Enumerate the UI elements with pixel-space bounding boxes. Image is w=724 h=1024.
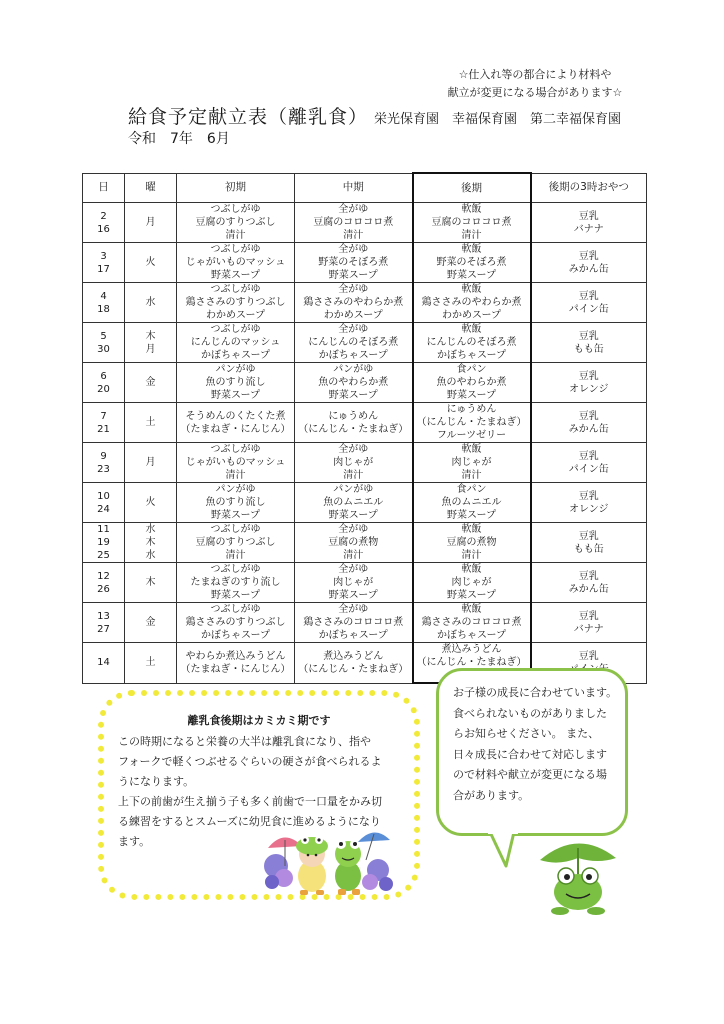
cell-snack-line: パイン缶: [568, 463, 609, 475]
cell-middle-line: 全がゆ: [338, 564, 369, 575]
cell-weekday-line: 木: [145, 537, 156, 548]
cell-day-line: 10: [97, 490, 110, 502]
info-line: る練習をするとスムーズに幼児食に進めるようになり: [118, 815, 381, 828]
cell-late: [413, 603, 531, 643]
cell-early-line: つぶしがゆ: [210, 444, 261, 455]
cell-middle-line: かぼちゃスープ: [318, 350, 388, 361]
info-line: この時期になると栄養の大半は離乳食になり、指や: [118, 735, 371, 748]
cell-middle-line: 清汁: [343, 230, 364, 241]
header-middle: 中期: [295, 173, 413, 203]
cell-weekday: [125, 443, 177, 483]
cell-snack-line: みかん缶: [568, 263, 609, 275]
cell-late-line: 軟飯: [461, 444, 482, 455]
cell-day-line: 9: [100, 450, 107, 462]
cell-late-line: にゅうめん: [446, 404, 497, 415]
bubble-line: 合があります。: [453, 788, 530, 802]
cell-weekday-line: 水: [145, 550, 156, 561]
cell-middle-line: 煮込みうどん: [323, 650, 384, 662]
cell-middle-line: （にんじん・たまねぎ）: [298, 663, 409, 675]
date-month: 6月: [206, 131, 230, 147]
cell-late: [413, 323, 531, 363]
header-late: 後期: [413, 173, 531, 203]
cell-late-line: フルーツゼリー: [436, 430, 507, 441]
bubble-line: ので材料や献立が変更になる場: [453, 768, 607, 781]
cell-middle-line: （にんじん・たまねぎ）: [298, 423, 409, 435]
cell-early-line: 魚のすり流し: [205, 497, 266, 508]
cell-middle-line: わかめスープ: [323, 310, 383, 321]
cell-middle-line: 清汁: [343, 550, 364, 561]
table-row: [83, 203, 647, 243]
cell-late-line: 清汁: [461, 230, 482, 241]
cell-snack: [531, 323, 647, 363]
cell-early-line: つぶしがゆ: [210, 564, 261, 575]
cell-late-line: 野菜スープ: [447, 510, 496, 521]
cell-late: [413, 283, 531, 323]
cell-late-line: 清汁: [461, 470, 482, 481]
cell-early-line: じゃがいものマッシュ: [185, 457, 286, 468]
cell-day-line: 20: [97, 383, 110, 395]
cell-day-line: 3: [100, 250, 107, 262]
cell-late: [413, 563, 531, 603]
cell-late: [413, 403, 531, 443]
cell-early-line: かぼちゃスープ: [201, 630, 270, 641]
cell-early-line: つぶしがゆ: [210, 324, 261, 335]
cell-snack: [531, 363, 647, 403]
cell-middle-line: 全がゆ: [338, 284, 369, 295]
cell-snack: [531, 523, 647, 563]
cell-snack-line: 豆乳: [578, 370, 599, 382]
table-row: [83, 283, 647, 323]
cell-weekday: [125, 403, 177, 443]
cell-snack-line: もも缶: [573, 543, 604, 555]
menu-date: [128, 128, 244, 148]
cell-day-line: 5: [100, 330, 107, 342]
cell-weekday: [125, 483, 177, 523]
cell-weekday-line: 月: [145, 217, 156, 228]
cell-early-line: つぶしがゆ: [210, 204, 261, 215]
cell-middle-line: 野菜スープ: [328, 390, 378, 401]
cell-snack-line: 豆乳: [578, 570, 599, 582]
cell-day: [83, 203, 125, 243]
cell-day-line: 25: [97, 550, 110, 561]
cell-middle-line: 魚のやわらか煮: [318, 377, 389, 388]
cell-early: [177, 643, 295, 684]
cell-day-line: 4: [100, 290, 107, 302]
cell-day-line: 2: [100, 210, 107, 222]
cell-weekday: [125, 603, 177, 643]
cell-weekday: [125, 323, 177, 363]
cell-middle-line: 全がゆ: [338, 604, 369, 615]
cell-early-line: 清汁: [225, 550, 246, 561]
speech-bubble: [436, 668, 628, 836]
header-day: 日: [83, 173, 125, 203]
cell-snack: [531, 603, 647, 643]
page-title-row: [128, 102, 621, 129]
header-weekday: 曜: [125, 173, 177, 203]
cell-early: [177, 603, 295, 643]
table-row: [83, 483, 647, 523]
cell-weekday-line: 月: [145, 457, 156, 468]
cell-late: [413, 443, 531, 483]
cell-late-line: 肉じゃが: [451, 577, 492, 588]
cell-snack-line: みかん缶: [568, 583, 609, 595]
table-row: [83, 363, 647, 403]
cell-middle-line: かぼちゃスープ: [318, 630, 388, 641]
cell-late-line: かぼちゃスープ: [437, 630, 506, 641]
cell-late: [413, 523, 531, 563]
cell-snack-line: もも缶: [573, 343, 604, 355]
cell-early-line: （たまねぎ・にんじん）: [180, 423, 291, 435]
cell-weekday-line: 金: [145, 377, 156, 388]
cell-snack-line: バナナ: [573, 623, 604, 635]
cell-weekday-line: 土: [145, 657, 156, 669]
bubble-line: 食べられないものがありました: [453, 706, 607, 720]
cell-early-line: じゃがいものマッシュ: [185, 257, 286, 268]
cell-late: [413, 363, 531, 403]
table-row: [83, 563, 647, 603]
cell-early-line: 清汁: [225, 470, 246, 481]
cell-late-line: 煮込みうどん: [441, 644, 502, 655]
cell-day: [83, 643, 125, 684]
cell-middle-line: パンがゆ: [333, 484, 374, 495]
cell-early: [177, 483, 295, 523]
header-snack: 後期の3時おやつ: [531, 173, 647, 203]
cell-weekday-line: 水: [145, 524, 156, 535]
cell-early-line: つぶしがゆ: [210, 284, 261, 295]
info-line: 上下の前歯が生え揃う子も多く前歯で一口量をかみ切: [118, 795, 382, 808]
notice: [430, 66, 640, 102]
table-row: [83, 323, 647, 363]
cell-late-line: 肉じゃが: [451, 457, 492, 468]
cell-early-line: パンがゆ: [215, 484, 256, 495]
cell-middle-line: 全がゆ: [338, 324, 369, 335]
cell-late: [413, 243, 531, 283]
cell-snack: [531, 243, 647, 283]
cell-day-line: 23: [97, 463, 110, 475]
cell-snack-line: 豆乳: [578, 530, 599, 542]
cell-day-line: 7: [100, 410, 107, 422]
cell-early-line: 鶏ささみのすりつぶし: [185, 297, 286, 308]
cell-weekday: [125, 203, 177, 243]
cell-early-line: つぶしがゆ: [210, 604, 261, 615]
bubble-tail-icon: [486, 830, 526, 870]
info-line: ます。: [118, 835, 151, 848]
bubble-line: 日々成長に合わせて対応します: [453, 747, 607, 761]
cell-early: [177, 523, 295, 563]
cell-snack-line: バナナ: [573, 223, 604, 235]
frog-leaf-umbrella-icon: [536, 836, 620, 916]
cell-early-line: （たまねぎ・にんじん）: [180, 663, 291, 675]
cell-day-line: 19: [97, 537, 110, 548]
cell-middle-line: 全がゆ: [338, 524, 369, 535]
cell-middle-line: 豆腐のコロコロ煮: [313, 217, 394, 228]
cell-day-line: 17: [97, 263, 110, 275]
cell-late-line: 軟飯: [461, 204, 482, 215]
cell-weekday-line: 木: [145, 577, 156, 588]
cell-snack: [531, 203, 647, 243]
date-era: 令和: [128, 131, 156, 147]
cell-day: [83, 243, 125, 283]
cell-weekday: [125, 563, 177, 603]
cell-day-line: 14: [97, 657, 110, 669]
cell-middle: [295, 203, 413, 243]
cell-day-line: 27: [97, 623, 110, 635]
cell-snack-line: 豆乳: [578, 290, 599, 302]
notice-line-2: 献立が変更になる場合があります☆: [447, 86, 623, 99]
notice-line-1: ☆仕入れ等の都合により材料や: [458, 68, 612, 81]
cell-day: [83, 403, 125, 443]
table-row: [83, 523, 647, 563]
cell-early-line: 清汁: [225, 230, 246, 241]
cell-late-line: 魚のやわらか煮: [436, 377, 507, 388]
cell-late-line: 清汁: [461, 550, 482, 561]
cell-weekday: [125, 283, 177, 323]
table-row: [83, 603, 647, 643]
cell-snack: [531, 443, 647, 483]
cell-snack-line: パイン缶: [568, 303, 609, 315]
cell-middle: [295, 523, 413, 563]
cell-late-line: 豆腐の煮物: [446, 537, 497, 548]
cell-early-line: つぶしがゆ: [210, 244, 261, 255]
cell-late-line: にんじんのそぼろ煮: [426, 337, 517, 348]
cell-snack: [531, 563, 647, 603]
cell-middle-line: 清汁: [343, 470, 364, 481]
cell-middle-line: にんじんのそぼろ煮: [308, 337, 399, 348]
cell-late-line: 鶏ささみのやわらか煮: [421, 297, 522, 308]
cell-early: [177, 403, 295, 443]
table-header-row: [83, 173, 647, 203]
cell-middle-line: パンがゆ: [333, 364, 374, 375]
cell-middle-line: 野菜のそぼろ煮: [318, 257, 389, 268]
cell-early: [177, 323, 295, 363]
bubble-line: らお知らせください。 また、: [453, 727, 600, 740]
cell-day-line: 30: [97, 343, 110, 355]
school-names: 栄光保育園 幸福保育園 第二幸福保育園: [374, 112, 622, 127]
table-row: [83, 243, 647, 283]
cell-middle: [295, 323, 413, 363]
cell-snack-line: 豆乳: [578, 650, 599, 662]
cell-day-line: 11: [97, 524, 110, 535]
info-heading: 離乳食後期はカミカミ期です: [187, 714, 331, 727]
cell-early-line: 魚のすり流し: [205, 377, 266, 388]
cell-late-line: かぼちゃスープ: [437, 350, 506, 361]
cell-middle-line: 野菜スープ: [328, 510, 378, 521]
cell-snack: [531, 283, 647, 323]
cell-early: [177, 443, 295, 483]
cell-early-line: 野菜スープ: [211, 590, 260, 601]
cell-day: [83, 603, 125, 643]
cell-weekday: [125, 243, 177, 283]
cell-late-line: 軟飯: [461, 604, 482, 615]
cell-middle-line: 全がゆ: [338, 204, 369, 215]
cell-late-line: 軟飯: [461, 524, 482, 535]
cell-weekday-line: 月: [145, 343, 156, 355]
cell-middle: [295, 443, 413, 483]
table-row: [83, 403, 647, 443]
cell-middle-line: 野菜スープ: [328, 270, 378, 281]
cell-middle-line: 鶏ささみのコロコロ煮: [303, 617, 404, 628]
cell-snack-line: 豆乳: [578, 450, 599, 462]
cell-day-line: 26: [97, 583, 110, 595]
info-line: うになります。: [118, 775, 195, 788]
cell-late-line: わかめスープ: [442, 310, 501, 321]
cell-day: [83, 443, 125, 483]
cell-late-line: 野菜のそぼろ煮: [436, 257, 507, 268]
cell-weekday: [125, 523, 177, 563]
info-line: フォークで軽くつぶせるぐらいの硬さが食べられるよ: [118, 755, 382, 768]
cell-day: [83, 483, 125, 523]
cell-late-line: 豆腐のコロコロ煮: [431, 217, 512, 228]
cell-late-line: 食パン: [456, 484, 487, 495]
cell-early: [177, 203, 295, 243]
cell-early-line: つぶしがゆ: [210, 524, 261, 535]
cell-early-line: やわらか煮込みうどん: [185, 650, 286, 662]
cell-snack-line: 豆乳: [578, 410, 599, 422]
cell-snack-line: 豆乳: [578, 490, 599, 502]
cell-snack: [531, 483, 647, 523]
cell-weekday-line: 土: [145, 417, 156, 428]
cell-weekday: [125, 363, 177, 403]
bubble-body: [453, 683, 625, 806]
cell-weekday-line: 木: [145, 330, 156, 342]
cell-day-line: 21: [97, 423, 110, 435]
cell-middle-line: にゅうめん: [328, 410, 379, 422]
cell-day-line: 16: [97, 223, 110, 235]
cell-early-line: 野菜スープ: [211, 270, 260, 281]
cell-late: [413, 483, 531, 523]
cell-middle: [295, 643, 413, 684]
cell-middle: [295, 403, 413, 443]
cell-day: [83, 323, 125, 363]
cell-weekday-line: 金: [145, 617, 156, 628]
cell-early-line: かぼちゃスープ: [201, 350, 270, 361]
cell-snack-line: みかん缶: [568, 423, 609, 435]
cell-snack-line: 豆乳: [578, 210, 599, 222]
cell-late-line: 野菜スープ: [447, 590, 496, 601]
cell-late-line: 軟飯: [461, 244, 482, 255]
cell-middle: [295, 363, 413, 403]
cell-day: [83, 283, 125, 323]
cell-middle-line: 肉じゃが: [333, 457, 374, 468]
cell-late-line: 野菜スープ: [447, 270, 496, 281]
cell-middle-line: 魚のムニエル: [323, 497, 384, 508]
table-row: [83, 443, 647, 483]
cell-snack-line: オレンジ: [569, 503, 609, 515]
cell-weekday: [125, 643, 177, 684]
cell-early-line: そうめんのくたくた煮: [185, 410, 286, 422]
cell-early-line: 豆腐のすりつぶし: [195, 537, 276, 548]
cell-day-line: 6: [100, 370, 107, 382]
cell-early: [177, 363, 295, 403]
cell-early-line: 野菜スープ: [211, 390, 260, 401]
cell-middle-line: 野菜スープ: [328, 590, 378, 601]
cell-weekday-line: 水: [145, 297, 156, 308]
children-frog-raincoat-icon: [262, 826, 394, 896]
cell-snack-line: オレンジ: [569, 383, 609, 395]
cell-middle: [295, 563, 413, 603]
cell-early: [177, 283, 295, 323]
cell-snack-line: 豆乳: [578, 250, 599, 262]
cell-weekday-line: 火: [145, 257, 156, 268]
cell-weekday-line: 火: [145, 497, 156, 508]
menu-table: [82, 172, 647, 684]
cell-middle-line: 豆腐の煮物: [328, 537, 379, 548]
page-title: 給食予定献立表（離乳食）: [128, 106, 369, 128]
cell-snack-line: 豆乳: [578, 330, 599, 342]
cell-late-line: 鶏ささみのコロコロ煮: [421, 617, 522, 628]
cell-snack-line: 豆乳: [578, 610, 599, 622]
cell-late-line: 軟飯: [461, 564, 482, 575]
cell-snack: [531, 403, 647, 443]
cell-middle: [295, 603, 413, 643]
cell-early-line: 野菜スープ: [211, 510, 260, 521]
cell-early-line: 鶏ささみのすりつぶし: [185, 617, 286, 628]
cell-middle-line: 鶏ささみのやわらか煮: [303, 297, 404, 308]
cell-late-line: （にんじん・たまねぎ）: [416, 657, 527, 668]
cell-day: [83, 523, 125, 563]
cell-late-line: 軟飯: [461, 284, 482, 295]
cell-middle-line: 肉じゃが: [333, 577, 374, 588]
cell-early: [177, 563, 295, 603]
cell-early-line: 豆腐のすりつぶし: [195, 217, 276, 228]
cell-day: [83, 563, 125, 603]
cell-late-line: 軟飯: [461, 324, 482, 335]
cell-middle: [295, 243, 413, 283]
cell-late-line: （にんじん・たまねぎ）: [416, 417, 527, 428]
cell-middle: [295, 283, 413, 323]
cell-early-line: たまねぎのすり流し: [190, 577, 281, 588]
cell-day-line: 12: [97, 570, 110, 582]
cell-day-line: 13: [97, 610, 110, 622]
cell-early-line: わかめスープ: [206, 310, 265, 321]
bubble-line: お子様の成長に合わせています。: [453, 686, 618, 699]
cell-late: [413, 203, 531, 243]
cell-day-line: 18: [97, 303, 110, 315]
cell-early-line: にんじんのマッシュ: [190, 337, 281, 348]
cell-middle-line: 全がゆ: [338, 244, 369, 255]
cell-late-line: 食パン: [456, 364, 487, 375]
cell-middle-line: 全がゆ: [338, 444, 369, 455]
cell-early-line: パンがゆ: [215, 364, 256, 375]
cell-day: [83, 363, 125, 403]
cell-late-line: 野菜スープ: [447, 390, 496, 401]
cell-day-line: 24: [97, 503, 110, 515]
header-early: 初期: [177, 173, 295, 203]
cell-early: [177, 243, 295, 283]
cell-middle: [295, 483, 413, 523]
cell-late-line: 魚のムニエル: [441, 497, 502, 508]
date-year: 7年: [170, 131, 193, 147]
